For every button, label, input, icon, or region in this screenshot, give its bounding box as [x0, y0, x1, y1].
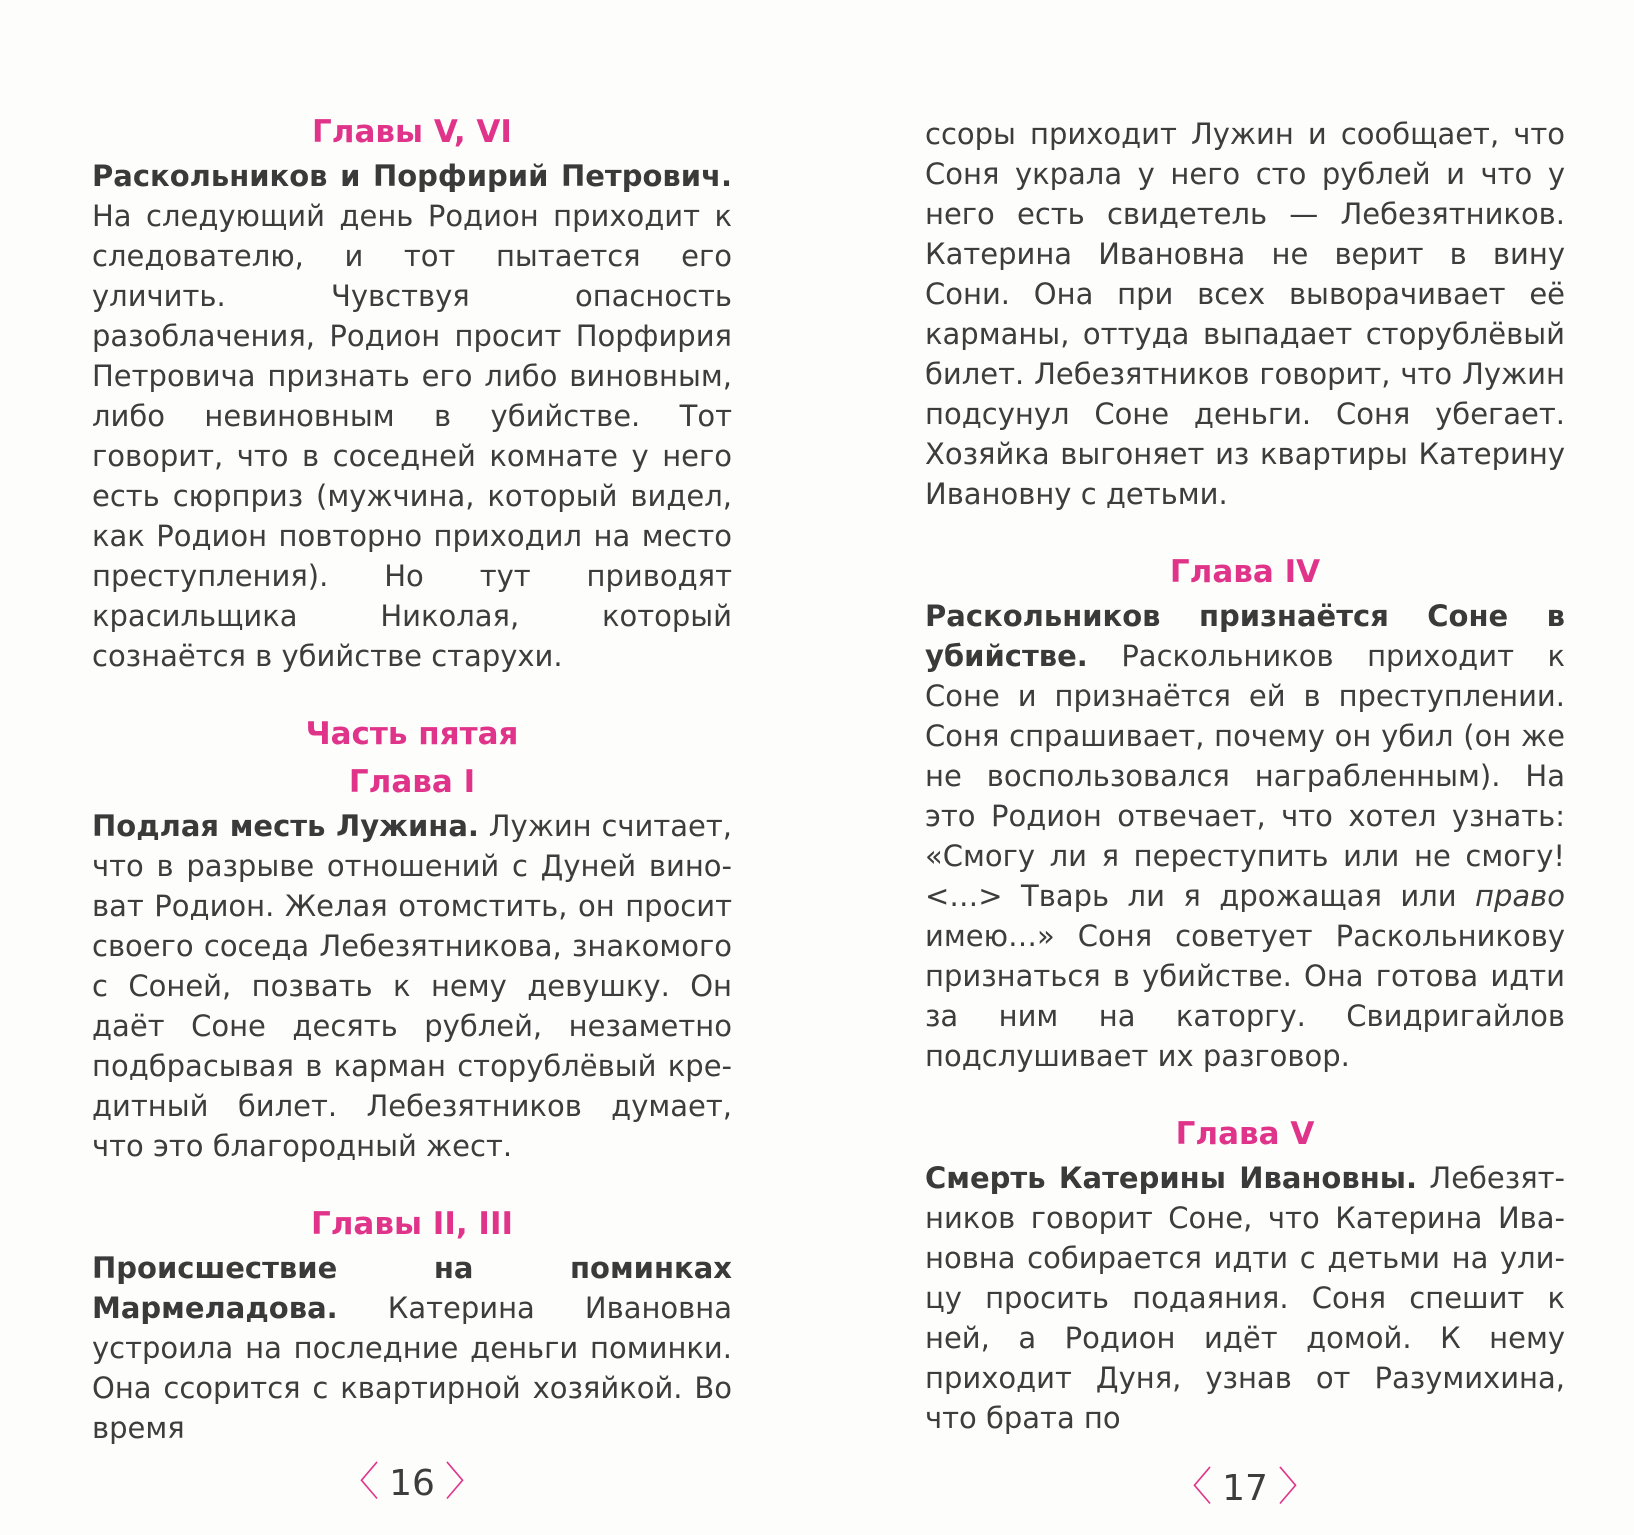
summary-text: На следующий день Родион приходит к следователю, и тот пытается его уличить. Чувствуя опасность разоблачения, Родион просит Порфирия Петровича признать его либо виновным, либо невиновным в убийстве. Тот говорит, что в соседней комнате у него есть сюрприз (мужчина, который видел, как Родион повторно приходил на место преступления). Но тут приводят красильщика Николая, который сознаётся в убийстве старухи. — [92, 199, 732, 673]
right-angle-bracket-icon: 〉 — [444, 1459, 485, 1505]
chapter-heading: Глава V — [1175, 1116, 1315, 1152]
summary-title: Происшествие на поминках Мармеладова. — [92, 1251, 732, 1325]
summary-text: Раскольников приходит к Соне и признаётся ей в преступлении. Соня спрашивает, почему он убил (он же не воспользовался награбленным). На это Родион отвечает, что хотел узнать: «Смогу ли я переступить или не смогу! <…> Тварь ли я дрожащая или — [925, 639, 1565, 913]
left-column — [92, 108, 732, 1448]
summary-text: Лебезятников говорит Соне, что Катерина Ивановна собирается идти с детьми на улицу просить подаяния. Соня спешит к ней, а Родион идёт домой. К нему приходит Дуня, узнав от Разумихина, что брата по — [925, 1161, 1566, 1435]
summary-text: Лужин считает, что в разрыве отношений с Дуней виноват Родион. Желая отомстить, он просит своего соседа Лебезятникова, знакомого с Соней, позвать к нему девушку. Он даёт Соне десять рублей, незаметно подбрасывая в карман сторублёвый кредитный билет. Лебезятников думает, что это благородный жест. — [92, 809, 732, 1163]
right-angle-bracket-icon: 〉 — [1277, 1464, 1318, 1510]
chapter-heading: Глава IV — [1169, 554, 1321, 590]
chapter-summary — [925, 596, 1565, 1076]
summary-title: Подлая месть Лужина. — [92, 809, 479, 843]
page-number — [92, 1450, 732, 1507]
summary-title: Раскольников признаётся Соне в убийстве. — [925, 599, 1565, 673]
chapter-summary — [92, 1248, 732, 1448]
chapter-heading: Глава I — [348, 764, 476, 800]
left-page — [92, 0, 732, 1535]
summary-text: имею…» Соня советует Раскольникову признаться в убийстве. Она готова идти за ним на каторгу. Свидригайлов подслушивает их разговор. — [925, 919, 1565, 1073]
page-number — [925, 1455, 1565, 1512]
right-page — [925, 0, 1565, 1535]
chapter-heading: Главы II, III — [310, 1206, 514, 1242]
summary-title: Раскольников и Порфирий Петрович. — [92, 159, 732, 193]
part-heading: Часть пятая — [305, 716, 519, 752]
summary-text: Катерина Ивановна устроила на последние деньги поминки. Она ссорится с квартирной хозяйкой. Во время — [92, 1291, 732, 1445]
left-angle-bracket-icon: 〈 — [339, 1459, 380, 1505]
chapter-heading: Главы V, VI — [312, 114, 512, 150]
chapter-summary — [925, 1158, 1565, 1438]
chapter-summary — [92, 806, 732, 1166]
page-number-value: 16 — [389, 1463, 435, 1504]
chapter-summary — [92, 156, 732, 676]
summary-title: Смерть Катерины Ивановны. — [925, 1161, 1417, 1195]
right-column — [925, 114, 1565, 1438]
page-number-value: 17 — [1222, 1468, 1268, 1509]
emphasis-word: право — [1475, 879, 1565, 913]
left-angle-bracket-icon: 〈 — [1172, 1464, 1213, 1510]
continued-paragraph: ссоры приходит Лужин и сообщает, что Соня украла у него сто рублей и что у него есть свидетель — Лебезятников. Катерина Ивановна не верит в вину Сони. Она при всех выворачивает её карманы, оттуда выпадает сторублёвый билет. Лебезятников говорит, что Лужин подсунул Соне деньги. Соня убегает. Хозяйка выгоняет из квартиры Катерину Ивановну с детьми. — [925, 117, 1565, 511]
